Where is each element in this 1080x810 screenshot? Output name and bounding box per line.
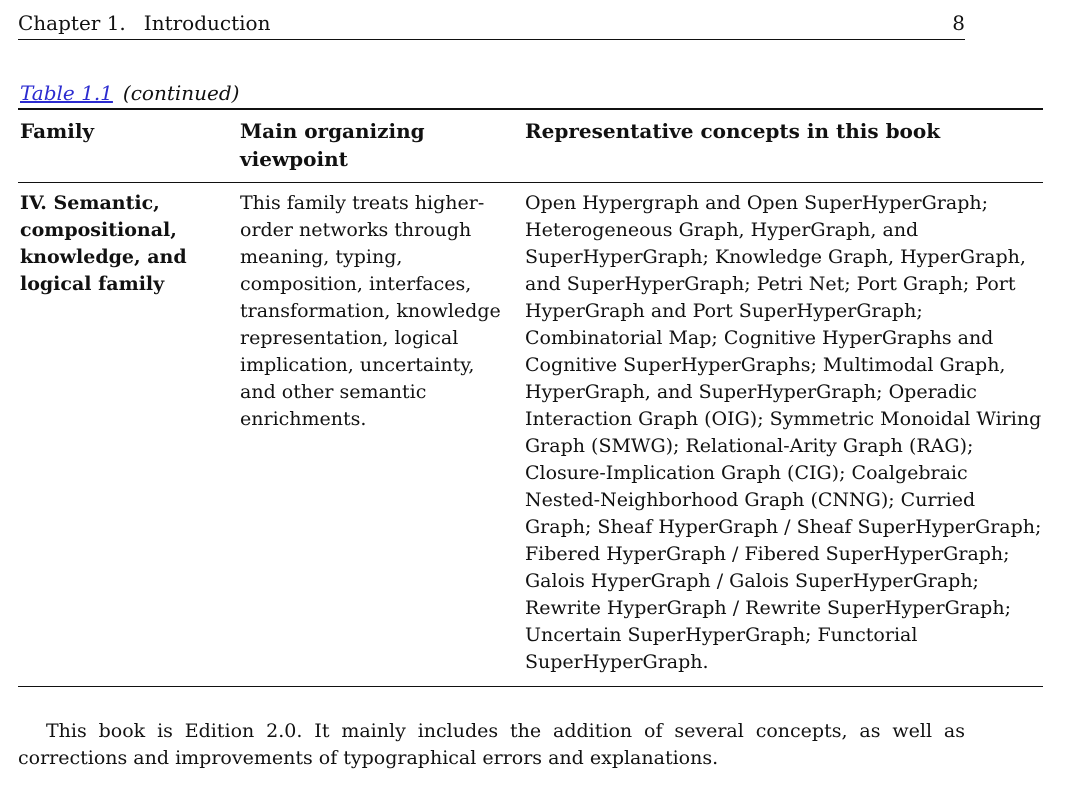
- table-caption: [20, 80, 1080, 106]
- column-header-concepts: Representative concepts in this book: [525, 119, 941, 143]
- column-header-viewpoint: Main organizing viewpoint: [240, 119, 425, 171]
- chapter-label: Chapter 1.: [18, 11, 126, 35]
- concept-table: [18, 108, 1043, 687]
- page-number: 8: [952, 11, 965, 35]
- running-head-rule: [18, 39, 965, 40]
- cell-concepts: Open Hypergraph and Open SuperHyperGraph; Heterogeneous Graph, HyperGraph, and SuperHyperGraph; Knowledge Graph, HyperGraph, and SuperHyperGraph; Petri Net; Port Graph; Port HyperGraph and Port SuperHyperGraph; Combinatorial Map; Cognitive HyperGraphs and Cognitive SuperHyperGraphs; Multimodal Graph, HyperGraph, and SuperHyperGraph; Operadic Interaction Graph (OIG); Symmetric Monoidal Wiring Graph (SMWG); Relational-Arity Graph (RAG); Closure-Implication Graph (CIG); Coalgebraic Nested-Neighborhood Graph (CNNG); Curried Graph; Sheaf HyperGraph / Sheaf SuperHyperGraph; Fibered HyperGraph / Fibered SuperHyperGraph; Galois HyperGraph / Galois SuperHyperGraph; Rewrite HyperGraph / Rewrite SuperHyperGraph; Uncertain SuperHyperGraph; Functorial SuperHyperGraph.: [525, 192, 1042, 673]
- table-caption-link[interactable]: Table 1.1: [20, 81, 113, 105]
- edition-paragraph: This book is Edition 2.0. It mainly includes the addition of several concepts, as well as corrections and improvements of typographical errors and explanations.: [18, 720, 965, 769]
- chapter-title: Introduction: [143, 11, 271, 35]
- column-header-family: Family: [20, 119, 95, 143]
- table-bottom-rule: [18, 686, 1043, 687]
- table-caption-continued: (continued): [122, 81, 240, 105]
- running-head-left: [18, 10, 270, 36]
- table-row: [18, 183, 1043, 686]
- cell-viewpoint: This family treats higher-order networks through meaning, typing, composition, interfaces, transformation, knowledge representation, logical implication, uncertainty, and other semantic enrichments.: [240, 192, 501, 430]
- cell-family: IV. Semantic, compositional, knowledge, and logical family: [20, 192, 187, 295]
- table-header-row: [18, 110, 1043, 182]
- running-head: [0, 0, 1080, 36]
